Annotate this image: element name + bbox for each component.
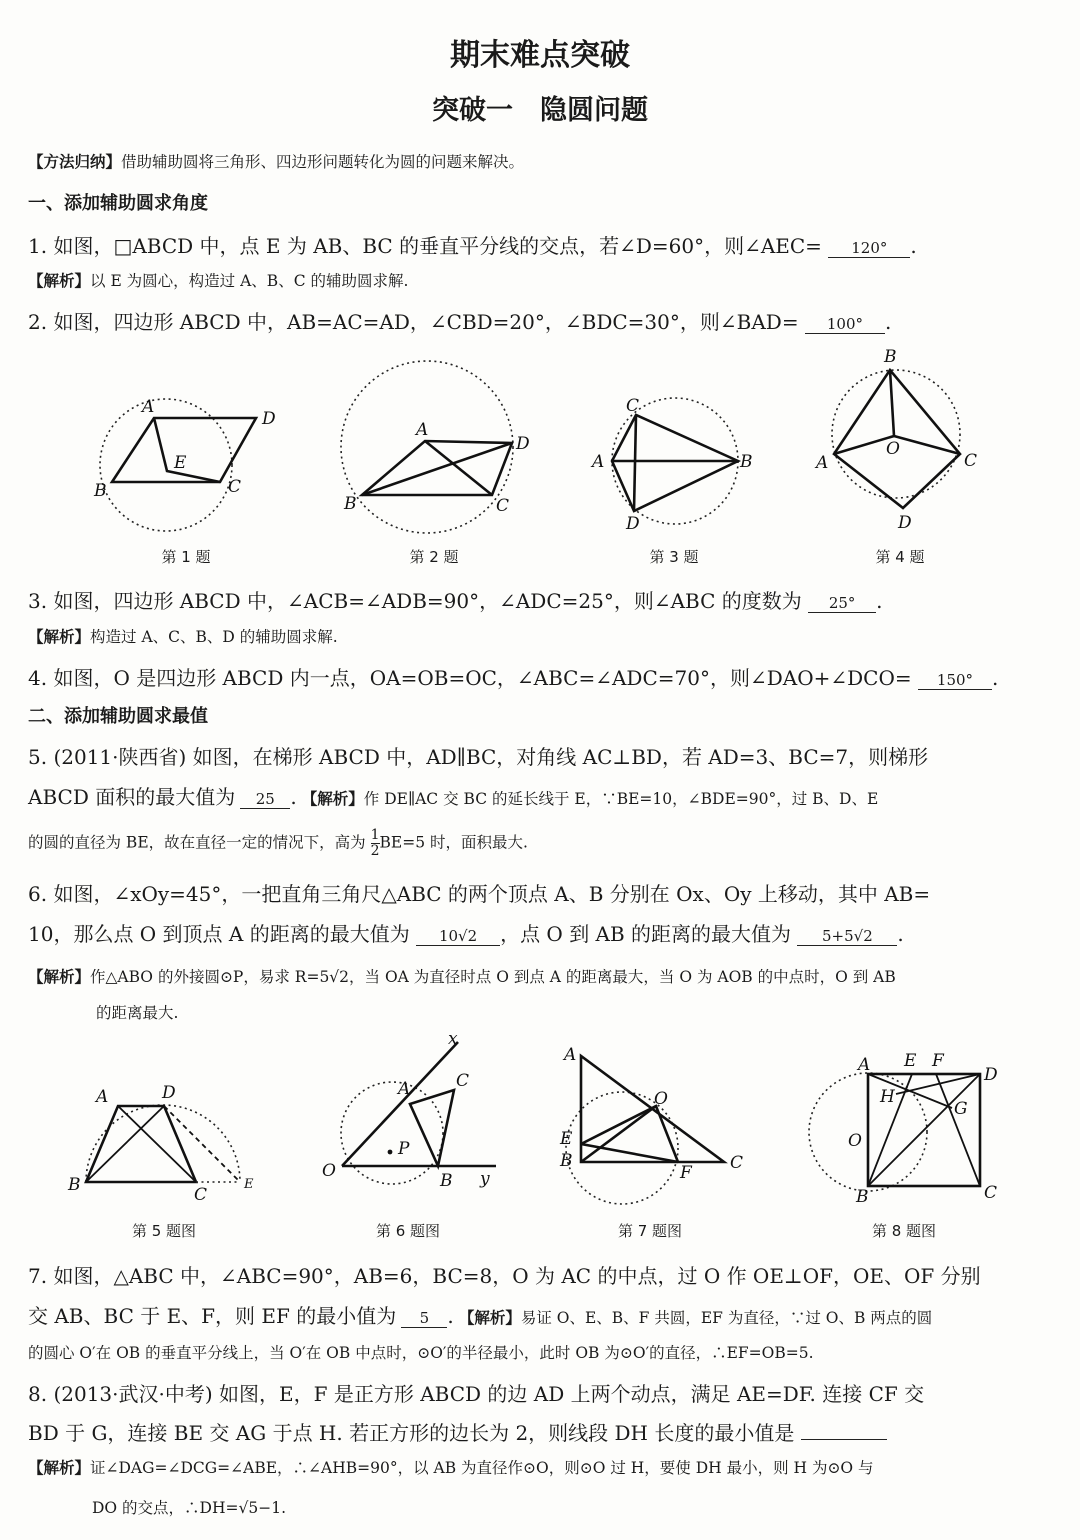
fig6-label-x: x bbox=[448, 1029, 458, 1049]
fig8-label-b: B bbox=[856, 1187, 869, 1207]
q8-answer-blank bbox=[801, 1439, 887, 1440]
q5-text-2a: ABCD 面积的最大值为 bbox=[28, 785, 236, 809]
fig8-label-c: C bbox=[984, 1183, 998, 1203]
fig2-label-a: A bbox=[416, 420, 429, 440]
question-2 bbox=[28, 306, 1050, 335]
question-1 bbox=[28, 230, 1050, 259]
q5-answer: 25 bbox=[240, 790, 290, 809]
fig6-center-p bbox=[388, 1150, 393, 1155]
q8-analysis-2: DO 的交点，∴DH=√5−1. bbox=[92, 1499, 287, 1517]
fig2-label-b: B bbox=[344, 494, 357, 514]
q2-answer: 100° bbox=[805, 315, 885, 334]
q8-analysis-1: 证∠DAG=∠DCG=∠ABE，∴∠AHB=90°，以 AB 为直径作⊙O，则⊙O 过 H，要使 DH 最小，则 H 为⊙O 与 bbox=[90, 1459, 874, 1477]
fig7-label-o: O bbox=[654, 1089, 668, 1109]
fig6-label-o: O bbox=[322, 1161, 336, 1181]
q5-analysis-3a: 的圆的直径为 BE，故在直径一定的情况下，高为 bbox=[28, 833, 366, 852]
figure-2 bbox=[330, 355, 540, 535]
q6-text-2c: . bbox=[897, 922, 904, 946]
question-7-line-1: 7. 如图，△ABC 中，∠ABC=90°，AB=6，BC=8，O 为 AC 的中点，过 O 作 OE⊥OF，OE、OF 分别 bbox=[28, 1264, 981, 1288]
question-5-line-1: 5. (2011·陕西省) 如图，在梯形 ABCD 中，AD∥BC，对角线 AC⊥BD，若 AD=3、BC=7，则梯形 bbox=[28, 745, 929, 769]
q1-end: . bbox=[910, 234, 917, 258]
q1-analysis bbox=[28, 269, 1050, 291]
question-6-line-2 bbox=[28, 918, 1050, 947]
fig2-label-c: C bbox=[496, 496, 510, 516]
fig7-label-f: F bbox=[680, 1163, 692, 1183]
q6-analysis-1: 作△ABO 的外接圆⊙P，易求 R=5√2，当 OA 为直径时点 O 到点 A 的距离最大，当 O 为 AOB 的中点时，O 到 AB bbox=[90, 968, 896, 986]
q8-analysis-tag: 【解析】 bbox=[28, 1459, 91, 1477]
q6-analysis-2: 的距离最大. bbox=[96, 1004, 179, 1022]
figure-8 bbox=[808, 1050, 1008, 1210]
figure-7 bbox=[556, 1040, 756, 1210]
fig6-label-b: B bbox=[440, 1171, 453, 1191]
fig7-label-e: E bbox=[560, 1129, 573, 1149]
fig7-label-a: A bbox=[564, 1045, 577, 1065]
figure-5-caption: 第 5 题图 bbox=[131, 1222, 197, 1240]
page-subtitle: 突破一 隐圆问题 bbox=[432, 95, 648, 126]
q1-analysis-tag: 【解析】 bbox=[28, 272, 91, 290]
fig5-label-b: B bbox=[68, 1175, 81, 1195]
figure-1-caption: 第 1 题 bbox=[161, 548, 211, 566]
figure-1 bbox=[90, 390, 290, 540]
fig4-label-b: B bbox=[884, 347, 897, 367]
figure-4 bbox=[810, 340, 990, 535]
fig8-label-a: A bbox=[858, 1055, 871, 1075]
figure-3-caption: 第 3 题 bbox=[649, 548, 699, 566]
q5-frac-num: 1 bbox=[370, 827, 380, 843]
question-5-line-2 bbox=[28, 781, 1050, 810]
question-8-line-1: 8. (2013·武汉·中考) 如图，E，F 是正方形 ABCD 的边 AD 上两个动点，满足 AE=DF. 连接 CF 交 bbox=[28, 1382, 925, 1406]
q6-answer-2: 5+5√2 bbox=[797, 927, 897, 946]
question-7-line-3: 的圆心 O′在 OB 的垂直平分线上，当 O′在 OB 中点时，⊙O′的半径最小，此时 OB 为⊙O′的直径，∴EF=OB=5. bbox=[28, 1344, 814, 1362]
fig4-label-c: C bbox=[964, 451, 978, 471]
q1-answer: 120° bbox=[828, 239, 910, 258]
method-text: 借助辅助圆将三角形、四边形问题转化为圆的问题来解决。 bbox=[121, 153, 525, 171]
q5-analysis-2c: 作 DE∥AC 交 BC 的延长线于 E，∵BE=10，∠BDE=90°，过 B、D、E bbox=[363, 790, 879, 808]
fig4-label-d: D bbox=[898, 513, 912, 533]
question-6-line-1: 6. 如图，∠xOy=45°，一把直角三角尺△ABC 的两个顶点 A、B 分别在 Ox、Oy 上移动，其中 AB= bbox=[28, 882, 931, 906]
q1-text: 1. 如图，□ABCD 中，点 E 为 AB、BC 的垂直平分线的交点，若∠D=60°，则∠AEC= bbox=[28, 234, 822, 258]
fig5-semicircle bbox=[86, 1105, 240, 1182]
page-title: 期末难点突破 bbox=[450, 38, 630, 73]
q5-frac-den: 2 bbox=[370, 843, 380, 859]
fig1-label-d: D bbox=[262, 409, 276, 429]
q3-answer: 25° bbox=[808, 594, 876, 613]
fig3-label-c: C bbox=[626, 396, 640, 416]
fig6-label-c: C bbox=[456, 1071, 470, 1091]
q5-analysis-tag: 【解析】 bbox=[301, 790, 364, 808]
fig1-ae-ec bbox=[154, 418, 220, 482]
fig8-label-e: E bbox=[904, 1051, 917, 1071]
figure-6-caption: 第 6 题图 bbox=[375, 1222, 441, 1240]
q3-analysis-text: 构造过 A、C、B、D 的辅助圆求解. bbox=[90, 628, 338, 646]
fig3-label-b: B bbox=[740, 452, 753, 472]
fig5-label-e: E bbox=[244, 1177, 254, 1192]
figure-7-caption: 第 7 题图 bbox=[617, 1222, 683, 1240]
fig1-label-e: E bbox=[174, 453, 187, 473]
fig8-label-h: H bbox=[880, 1087, 895, 1107]
figure-5 bbox=[68, 1078, 278, 1203]
fig6-label-y: y bbox=[480, 1169, 490, 1189]
fig8-label-o: O bbox=[848, 1131, 862, 1151]
q7-text-2b: . bbox=[447, 1304, 454, 1328]
q5-fraction bbox=[371, 828, 380, 859]
q1-analysis-text: 以 E 为圆心，构造过 A、B、C 的辅助圆求解. bbox=[90, 272, 409, 290]
q6-text-2a: 10，那么点 O 到顶点 A 的距离的最大值为 bbox=[28, 922, 410, 946]
fig6-label-a: A bbox=[398, 1079, 411, 1099]
question-5-line-3 bbox=[28, 828, 1050, 859]
fig7-label-b: B bbox=[560, 1151, 573, 1171]
fig4-circle bbox=[832, 370, 960, 498]
method-tag: 【方法归纳】 bbox=[28, 153, 122, 171]
question-4 bbox=[28, 662, 1050, 691]
fig3-label-d: D bbox=[626, 514, 640, 534]
figure-8-caption: 第 8 题图 bbox=[871, 1222, 937, 1240]
fig6-triangle bbox=[410, 1090, 454, 1166]
question-3 bbox=[28, 585, 1050, 614]
q5-text-2b: . bbox=[290, 785, 297, 809]
figure-2-caption: 第 2 题 bbox=[409, 548, 459, 566]
fig3-quadrilateral bbox=[612, 415, 738, 511]
fig8-label-g: G bbox=[954, 1099, 968, 1119]
fig8-label-d: D bbox=[984, 1065, 998, 1085]
fig5-label-a: A bbox=[96, 1087, 109, 1107]
section-2-heading: 二、添加辅助圆求最值 bbox=[28, 706, 208, 727]
method-summary bbox=[28, 150, 1050, 172]
section-1-heading: 一、添加辅助圆求角度 bbox=[28, 193, 208, 214]
fig5-label-c: C bbox=[194, 1185, 208, 1205]
fig1-label-b: B bbox=[94, 481, 107, 501]
fig4-label-o: O bbox=[886, 439, 900, 459]
fig1-label-a: A bbox=[142, 397, 155, 417]
figure-3 bbox=[590, 395, 760, 535]
q3-end: . bbox=[876, 589, 883, 613]
fig6-label-p: P bbox=[398, 1139, 410, 1159]
q2-end: . bbox=[884, 310, 892, 334]
fig7-label-c: C bbox=[730, 1153, 744, 1173]
q3-analysis bbox=[28, 625, 1050, 647]
q6-analysis-tag: 【解析】 bbox=[28, 968, 91, 986]
q7-analysis-2c: 易证 O、E、B、F 共圆，EF 为直径，∵过 O、B 两点的圆 bbox=[520, 1309, 933, 1327]
q8-text-2a: BD 于 G，连接 BE 交 AG 于点 H. 若正方形的边长为 2，则线段 DH 长度的最小值是 bbox=[28, 1421, 795, 1445]
fig3-label-a: A bbox=[592, 452, 605, 472]
fig1-label-c: C bbox=[228, 477, 242, 497]
fig2-label-d: D bbox=[516, 434, 530, 454]
q5-analysis-3b: BE=5 时，面积最大. bbox=[379, 833, 528, 852]
q7-answer: 5 bbox=[401, 1309, 447, 1328]
q6-answer-1: 10√2 bbox=[416, 927, 500, 946]
q4-answer: 150° bbox=[918, 671, 992, 690]
q3-analysis-tag: 【解析】 bbox=[28, 628, 91, 646]
fig8-label-f: F bbox=[932, 1051, 944, 1071]
q8-analysis bbox=[28, 1456, 1050, 1478]
question-8-line-2 bbox=[28, 1417, 1050, 1446]
q7-analysis-tag: 【解析】 bbox=[458, 1309, 521, 1327]
fig4-label-a: A bbox=[816, 453, 829, 473]
q7-text-2a: 交 AB、BC 于 E、F，则 EF 的最小值为 bbox=[28, 1304, 397, 1328]
fig5-trapezoid bbox=[86, 1106, 196, 1182]
figure-4-caption: 第 4 题 bbox=[875, 548, 925, 566]
q6-analysis bbox=[28, 965, 1050, 987]
question-7-line-2 bbox=[28, 1300, 1050, 1329]
q4-end: . bbox=[991, 666, 999, 690]
q4-text: 4. 如图，O 是四边形 ABCD 内一点，OA=OB=OC，∠ABC=∠ADC=70°，则∠DAO+∠DCO= bbox=[28, 666, 912, 690]
q2-text: 2. 如图，四边形 ABCD 中，AB=AC=AD，∠CBD=20°，∠BDC=30°，则∠BAD= bbox=[28, 310, 799, 334]
q3-text: 3. 如图，四边形 ABCD 中，∠ACB=∠ADB=90°，∠ADC=25°，则∠ABC 的度数为 bbox=[28, 589, 802, 613]
figure-6 bbox=[318, 1029, 518, 1197]
q6-text-2b: ，点 O 到 AB 的距离的最大值为 bbox=[500, 922, 792, 946]
fig2-circle bbox=[341, 361, 513, 533]
fig5-label-d: D bbox=[162, 1083, 176, 1103]
